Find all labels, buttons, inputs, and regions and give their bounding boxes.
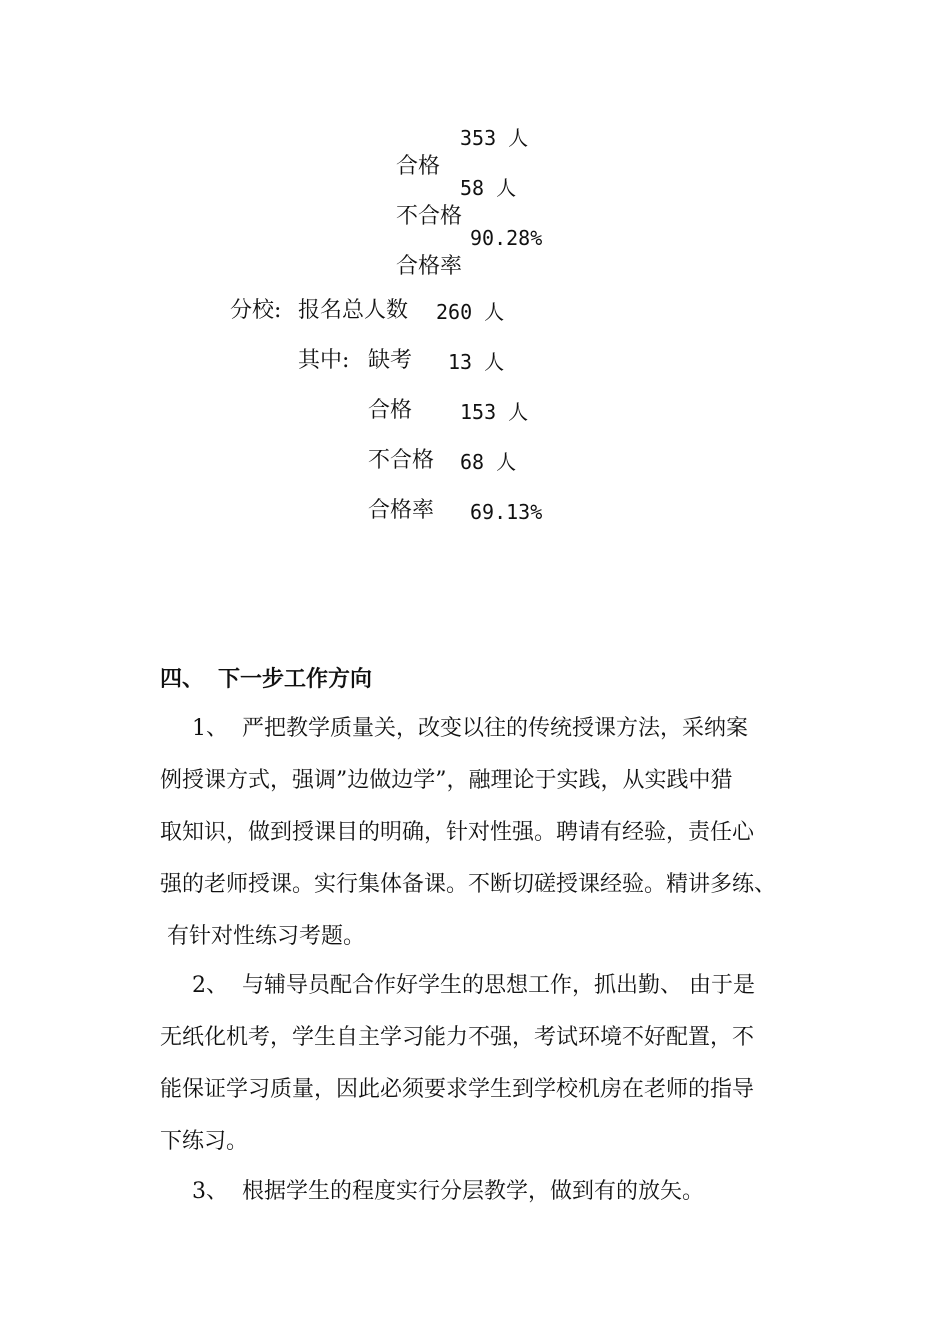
branch-fail-label: 不合格 <box>368 448 435 473</box>
branch-pass-value: 153 人 <box>460 400 529 424</box>
paragraph-line: 下练习。 <box>160 1129 249 1154</box>
paragraph-line: 无纸化机考，学生自主学习能力不强，考试环境不好配置，不 <box>160 1025 755 1050</box>
paragraph-line: 取知识，做到授课目的明确，针对性强。聘请有经验，责任心 <box>160 820 755 845</box>
branch-total-value: 260 人 <box>436 300 505 324</box>
branch-rate-value: 69.13% <box>470 500 543 524</box>
main-pass-value: 353 人 <box>460 126 529 150</box>
section-title: 下一步工作方向 <box>218 666 373 692</box>
paragraph-line: 能保证学习质量，因此必须要求学生到学校机房在老师的指导 <box>160 1077 755 1102</box>
main-rate-value: 90.28% <box>470 226 543 250</box>
branch-of-which-label: 其中: <box>298 348 350 373</box>
branch-absent-value: 13 人 <box>448 350 505 374</box>
paragraph-line: 例授课方式，强调”边做边学”，融理论于实践，从实践中猎 <box>160 768 733 793</box>
paragraph-line: 3、 根据学生的程度实行分层教学，做到有的放矢。 <box>192 1179 704 1204</box>
section-number: 四、 <box>160 666 205 692</box>
branch-label: 分校: <box>230 298 282 323</box>
main-pass-label: 合格 <box>395 154 440 179</box>
branch-rate-label: 合格率 <box>368 498 435 523</box>
paragraph-line: 强的老师授课。实行集体备课。不断切磋授课经验。精讲多练、 <box>160 872 777 897</box>
main-rate-label: 合格率 <box>395 254 462 279</box>
branch-pass-label: 合格 <box>368 398 413 423</box>
paragraph-line: 1、 严把教学质量关，改变以往的传统授课方法，采纳案 <box>192 716 748 741</box>
branch-absent-label: 缺考 <box>368 348 413 373</box>
main-fail-value: 58 人 <box>460 176 517 200</box>
paragraph-line: 有针对性练习考题。 <box>160 924 365 949</box>
branch-fail-value: 68 人 <box>460 450 517 474</box>
main-fail-label: 不合格 <box>395 204 462 229</box>
paragraph-line: 2、 与辅导员配合作好学生的思想工作，抓出勤、 由于是 <box>192 973 755 998</box>
branch-total-label: 报名总人数 <box>298 298 409 323</box>
